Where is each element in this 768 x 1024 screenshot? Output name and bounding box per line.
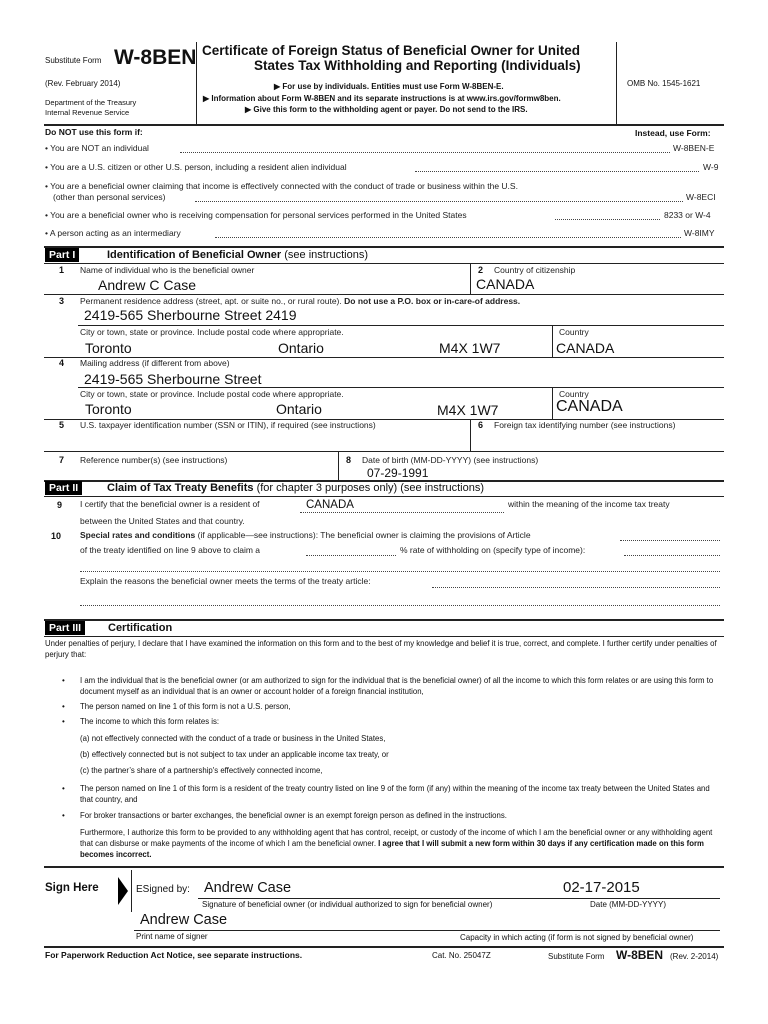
not-use-item: • You are NOT an individual — [45, 143, 149, 153]
mailing-country-field[interactable]: CANADA — [556, 398, 623, 415]
cert-item: The income to which this form relates is: — [80, 717, 220, 726]
mailing-province-field[interactable]: Ontario — [276, 401, 322, 417]
capacity-caption: Capacity in which acting (if form is not signed by beneficial owner) — [460, 933, 694, 942]
residence-city-field[interactable]: Toronto — [85, 340, 132, 356]
bullet-icon: • — [62, 811, 65, 820]
residence-postal-field[interactable]: M4X 1W7 — [439, 340, 501, 356]
cert-item: The person named on line 1 of this form is not a U.S. person, — [80, 702, 291, 711]
substitute-form-label: Substitute Form — [45, 56, 102, 65]
instruction-1: ▶ For use by individuals. Entities must use Form W-8BEN-E. — [274, 82, 504, 91]
not-use-item: • You are a U.S. citizen or other U.S. person, including a resident alien individual — [45, 162, 347, 172]
treaty-claim-text: of the treaty identified on line 9 above to claim a — [80, 545, 261, 555]
esigned-label: ESigned by: — [136, 884, 190, 895]
part2-title: Claim of Tax Treaty Benefits (for chapter 3 purposes only) (see instructions) — [107, 482, 485, 494]
treaty-between-text: between the United States and that country. — [80, 516, 245, 526]
city-label: City or town, state or province. Include postal code where appropriate. — [80, 327, 344, 337]
cert-authorization: Furthermore, I authorize this form to be provided to any withholding agent that has control, receipt, or custody of the income of which I am the beneficial owner or any withholding agent that can disburse or make payments of the income of which I am the beneficial owner. I agree that I will submit a new form within 30 days if any certification made on this form becomes incorrect. — [80, 828, 713, 859]
mailing-city-field[interactable]: Toronto — [85, 401, 132, 417]
dob-field[interactable]: 07-29-1991 — [367, 466, 429, 480]
print-name-field[interactable]: Andrew Case — [140, 912, 228, 928]
date-caption: Date (MM-DD-YYYY) — [590, 900, 667, 909]
signature-field[interactable]: Andrew Case — [204, 880, 292, 896]
not-use-item-cont: (other than personal services) — [53, 192, 166, 202]
instead-form: 8233 or W-4 — [664, 210, 711, 220]
dob-label: Date of birth (MM-DD-YYYY) (see instructions) — [362, 455, 539, 465]
cert-subitem: (b) effectively connected but is not subject to tax under an applicable income tax treaty, or — [80, 750, 389, 759]
us-tin-label: U.S. taxpayer identification number (SSN or ITIN), if required (see instructions) — [80, 420, 376, 430]
reference-number-label: Reference number(s) (see instructions) — [80, 455, 228, 465]
part1-title: Identification of Beneficial Owner (see instructions) — [107, 249, 369, 261]
bullet-icon: • — [62, 784, 65, 793]
treaty-within-text: within the meaning of the income tax treaty — [508, 499, 670, 509]
signature-date-field[interactable]: 02-17-2015 — [563, 879, 640, 896]
country-label: Country — [559, 327, 589, 337]
cert-subitem: (a) not effectively connected with the conduct of a trade or business in the United States, — [80, 734, 386, 743]
treaty-resident-text: I certify that the beneficial owner is a resident of — [80, 499, 260, 509]
residence-country-field[interactable]: CANADA — [556, 340, 615, 356]
cert-subitem: (c) the partner’s share of a partnership's effectively connected income, — [80, 766, 323, 775]
part2-label: Part II — [45, 481, 82, 495]
dept-treasury: Department of the Treasury — [45, 98, 137, 107]
sign-here-label: Sign Here — [45, 882, 99, 894]
form-title-line1: Certificate of Foreign Status of Beneficial Owner for United — [202, 43, 581, 58]
treaty-country-field[interactable]: CANADA — [306, 499, 354, 511]
residence-address-label: Permanent residence address (street, apt. or suite no., or rural route). Do not use a P.O. box or in-care-of address. — [80, 296, 521, 306]
citizenship-field[interactable]: CANADA — [476, 276, 535, 292]
irs-label: Internal Revenue Service — [45, 108, 130, 117]
residence-address-field[interactable]: 2419-565 Sherbourne Street 2419 — [84, 307, 297, 323]
instead-form: W-8ECI — [686, 192, 716, 202]
not-use-heading: Do NOT use this form if: — [45, 127, 143, 137]
special-rates-text: Special rates and conditions (if applicable—see instructions): The beneficial owner is claiming the provisions of Article — [80, 530, 531, 540]
mailing-address-field[interactable]: 2419-565 Sherbourne Street — [84, 371, 262, 387]
form-title-line2: States Tax Withholding and Reporting (Individuals) — [254, 58, 581, 73]
perjury-intro: Under penalties of perjury, I declare that I have examined the information on this form and to the best of my knowledge and belief it is true, correct, and complete. I further certify under penalties of perjury that: — [45, 639, 717, 659]
sign-arrow-icon — [117, 876, 129, 906]
instruction-2: ▶ Information about Form W-8BEN and its separate instructions is at www.irs.gov/formw8ben. — [203, 94, 561, 103]
revision-date: (Rev. February 2014) — [45, 79, 121, 88]
instead-form: W-9 — [703, 162, 719, 172]
paperwork-notice: For Paperwork Reduction Act Notice, see separate instructions. — [45, 950, 303, 960]
cert-item: I am the individual that is the beneficial owner (or am authorized to sign for the individual that is the beneficial owner) of all the income to which this form relates or are using this form to document myself as an individual that is an owner or account holder of a foreign financial institution, — [80, 676, 714, 696]
instead-form: W-8IMY — [684, 228, 715, 238]
cert-item: For broker transactions or barter exchanges, the beneficial owner is an exempt foreign person as defined in the instructions. — [80, 811, 507, 820]
signature-caption: Signature of beneficial owner (or individual authorized to sign for beneficial owner) — [202, 900, 493, 909]
city-label: City or town, state or province. Include postal code where appropriate. — [80, 389, 344, 399]
treaty-rate-text: % rate of withholding on (specify type of income): — [400, 545, 586, 555]
footer-revision: (Rev. 2-2014) — [670, 952, 719, 961]
mailing-address-label: Mailing address (if different from above) — [80, 358, 230, 368]
part3-title: Certification — [108, 622, 173, 634]
not-use-item: • You are a beneficial owner who is receiving compensation for personal services performed in the United States — [45, 210, 467, 220]
instead-heading: Instead, use Form: — [635, 128, 711, 138]
part1-label: Part I — [45, 248, 79, 262]
part3-label: Part III — [45, 621, 85, 635]
citizenship-label: Country of citizenship — [494, 265, 576, 275]
cert-item: The person named on line 1 of this form is a resident of the treaty country listed on line 9 of the form (if any) within the meaning of the income tax treaty between the United States and that country, and — [80, 784, 710, 804]
instruction-3: ▶ Give this form to the withholding agent or payer. Do not send to the IRS. — [245, 105, 528, 114]
bullet-icon: • — [62, 717, 65, 726]
residence-province-field[interactable]: Ontario — [278, 340, 324, 356]
treaty-explain-text: Explain the reasons the beneficial owner meets the terms of the treaty article: — [80, 576, 371, 586]
name-field[interactable]: Andrew C Case — [98, 277, 197, 293]
mailing-postal-field[interactable]: M4X 1W7 — [437, 402, 499, 418]
omb-number: OMB No. 1545-1621 — [627, 79, 701, 88]
not-use-item: • You are a beneficial owner claiming that income is effectively connected with the conduct of trade or business within the U.S. — [45, 181, 518, 191]
bullet-icon: • — [62, 676, 65, 685]
foreign-tin-label: Foreign tax identifying number (see instructions) — [494, 420, 676, 430]
form-name: W-8BEN — [114, 46, 197, 69]
catalog-number: Cat. No. 25047Z — [432, 951, 491, 960]
footer-form-name: W-8BEN — [616, 948, 664, 962]
instead-form: W-8BEN-E — [673, 143, 715, 153]
footer-substitute: Substitute Form — [548, 952, 605, 961]
not-use-item: • A person acting as an intermediary — [45, 228, 181, 238]
country-label: Country — [559, 389, 589, 399]
print-name-caption: Print name of signer — [136, 932, 208, 941]
name-label: Name of individual who is the beneficial owner — [80, 265, 255, 275]
bullet-icon: • — [62, 702, 65, 711]
